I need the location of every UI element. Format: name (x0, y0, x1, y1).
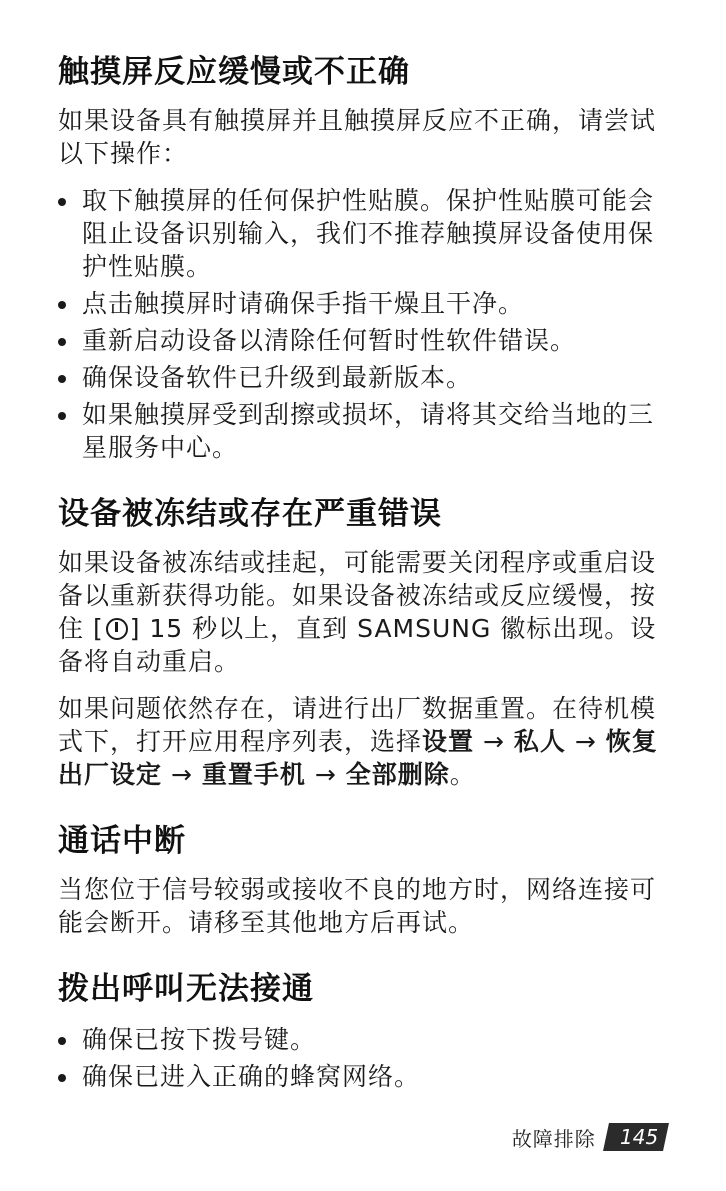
list-item: 点击触摸屏时请确保手指干燥且干净。 (58, 287, 678, 320)
page-footer (512, 1122, 666, 1152)
power-icon (106, 618, 128, 640)
bullet-list (58, 184, 678, 464)
bullet-icon (58, 338, 66, 346)
bullet-icon (58, 1037, 66, 1045)
menu-path-item: 重置手机 (201, 760, 306, 789)
section-paragraph: 如果设备被冻结或挂起，可能需要关闭程序或重启设备以重新获得功能。如果设备被冻结或反应缓慢，按住 [ ] 15 秒以上，直到 SAMSUNG 徽标出现。设备将自动重启。 (58, 548, 657, 676)
page-number: 145 (603, 1123, 669, 1151)
section-intro: 当您位于信号较弱或接收不良的地方时，网络连接可能会断开。请移至其他地方后再试。 (58, 875, 657, 937)
section-outgoing-call (58, 969, 678, 1093)
section-title: 拨出呼叫无法接通 (58, 971, 314, 1007)
bullet-icon (58, 1074, 66, 1082)
menu-path-item: 设置 (422, 727, 475, 756)
menu-path-item: 全部删除 (345, 760, 450, 789)
bullet-icon (58, 301, 66, 309)
list-item: 确保已进入正确的蜂窝网络。 (58, 1060, 678, 1093)
section-call-dropped (58, 821, 678, 939)
list-item: 如果触摸屏受到刮擦或损坏，请将其交给当地的三星服务中心。 (58, 398, 678, 464)
list-item: 重新启动设备以清除任何暂时性软件错误。 (58, 324, 678, 357)
section-paragraph: 如果问题依然存在，请进行出厂数据重置。在待机模式下，打开应用程序列表，选择设置 → 私人 → 恢复出厂设定 → 重置手机 → 全部删除。 (58, 694, 658, 789)
footer-section-title: 故障排除 (511, 1126, 596, 1151)
menu-path-item: 私人 (513, 727, 566, 756)
bullet-icon (58, 412, 66, 420)
bullet-icon (58, 375, 66, 383)
section-title: 触摸屏反应缓慢或不正确 (58, 54, 410, 90)
list-item: 确保已按下拨号键。 (58, 1023, 678, 1056)
list-item: 取下触摸屏的任何保护性贴膜。保护性贴膜可能会阻止设备识别输入，我们不推荐触摸屏设备使用保护性贴膜。 (58, 184, 678, 283)
list-item: 确保设备软件已升级到最新版本。 (58, 361, 678, 394)
section-title: 设备被冻结或存在严重错误 (58, 496, 442, 532)
section-touchscreen (58, 52, 678, 464)
menu-path-item: 恢复出厂设定 (58, 727, 658, 789)
page-content (58, 52, 678, 1123)
section-intro: 如果设备具有触摸屏并且触摸屏反应不正确，请尝试以下操作： (58, 106, 657, 168)
bullet-list (58, 1023, 678, 1093)
section-frozen (58, 494, 678, 791)
section-title: 通话中断 (58, 823, 186, 859)
bullet-icon (58, 198, 66, 206)
